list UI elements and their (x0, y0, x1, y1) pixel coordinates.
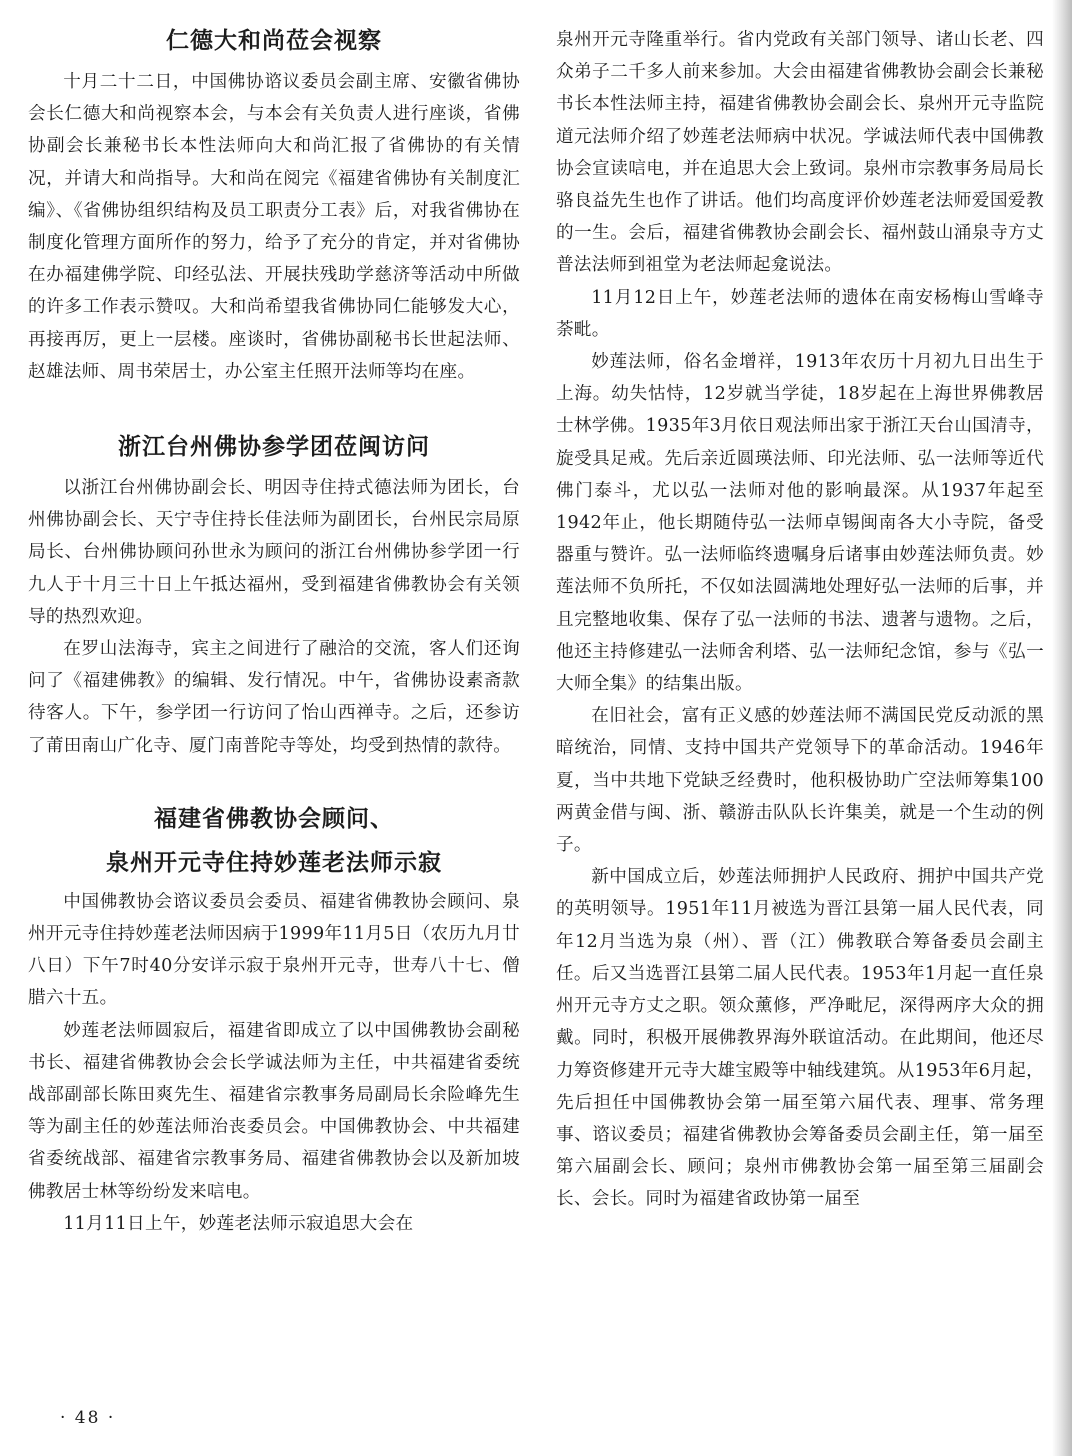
page-edge-shadow (1052, 0, 1072, 1456)
article-body-paragraph: 泉州开元寺隆重举行。省内党政有关部门领导、诸山长老、四众弟子二千多人前来参加。大会由福建省佛教协会副会长兼秘书长本性法师主持，福建省佛教协会副会长、泉州开元寺监院道元法师介绍了妙莲老法师病中状况。学诚法师代表中国佛教协会宣读唁电，并在追思大会上致词。泉州市宗教事务局局长骆良益先生也作了讲话。他们均高度评价妙莲老法师爱国爱教的一生。会后，福建省佛教协会副会长、福州鼓山涌泉寺方丈普法法师到祖堂为老法师起龛说法。 (556, 30, 1044, 276)
article-title-miaolian-line1: 福建省佛教协会顾问、 (154, 805, 394, 832)
article-body-paragraph: 在罗山法海寺，宾主之间进行了融洽的交流，客人们还询问了《福建佛教》的编辑、发行情况。中午，省佛协设素斋款待客人。下午，参学团一行访问了怡山西禅寺。之后，还参访了莆田南山广化寺、厦门南普陀寺等处，均受到热情的款待。 (28, 639, 520, 756)
article-body-paragraph: 新中国成立后，妙莲法师拥护人民政府、拥护中国共产党的英明领导。1951年11月被选为晋江县第一届人民代表，同年12月当选为泉（州）、晋（江）佛教联合筹备委员会副主任。后又当选晋江县第二届人民代表。1953年1月起一直任泉州开元寺方丈之职。领众薰修，严净毗尼，深得两序大众的拥戴。同时，积极开展佛教界海外联谊活动。在此期间，他还尽力筹资修建开元寺大雄宝殿等中轴线建筑。从1953年6月起，先后担任中国佛教协会第一届至第六届代表、理事、常务理事、谘议委员；福建省佛教协会筹备委员会副主任，第一届至第六届副会长、顾问；泉州市佛教协会第一届至第三届副会长、会长。同时为福建省政协第一届至 (556, 867, 1044, 1210)
article-title-taizhou-delegation: 浙江台州佛协参学团莅闽访问 (118, 434, 430, 461)
article-body-paragraph: 11月12日上午，妙莲老法师的遗体在南安杨梅山雪峰寺荼毗。 (556, 287, 1044, 340)
article-body-paragraph: 中国佛教协会谘议委员会委员、福建省佛教协会顾问、泉州开元寺住持妙莲老法师因病于1999年11月5日（农历九月廿八日）下午7时40分安详示寂于泉州开元寺，世寿八十七、僧腊六十五。 (28, 891, 521, 1009)
right-column (556, 24, 1044, 1216)
article-body-paragraph: 以浙江台州佛协副会长、明因寺住持式德法师为团长，台州佛协副会长、天宁寺住持长佳法师为副团长，台州民宗局原局长、台州佛协顾问孙世永为顾问的浙江台州佛协参学团一行九人于十月三十日上午抵达福州，受到福建省佛教协会有关领导的热烈欢迎。 (28, 478, 520, 627)
article-body-paragraph: 妙莲法师，俗名金增祥，1913年农历十月初九日出生于上海。幼失怙恃，12岁就当学徒，18岁起在上海世界佛教居士林学佛。1935年3月依日观法师出家于浙江天台山国清寺，旋受具足戒。先后亲近圆瑛法师、印光法师、弘一法师等近代佛门泰斗，尤以弘一法师对他的影响最深。从1937年起至1942年止，他长期随侍弘一法师卓锡闽南各大小寺院，备受器重与赞许。弘一法师临终遗嘱身后诸事由妙莲法师负责。妙莲法师不负所托，不仅如法圆满地处理好弘一法师的后事，并且完整地收集、保存了弘一法师的书法、遗著与遗物。之后，他还主持修建弘一法师舍利塔、弘一法师纪念馆，参与《弘一大师全集》的结集出版。 (556, 352, 1044, 695)
article-title-rende-visit: 仁德大和尚莅会视察 (166, 28, 382, 54)
article-body-paragraph: 妙莲老法师圆寂后，福建省即成立了以中国佛教协会副秘书长、福建省佛教协会会长学诚法师为主任，中共福建省委统战部副部长陈田爽先生、福建省宗教事务局副局长余险峰先生等为副主任的妙莲法师治丧委员会。中国佛教协会、中共福建省委统战部、福建省宗教事务局、福建省佛教协会以及新加坡佛教居士林等纷纷发来唁电。 (28, 1020, 520, 1202)
article-title-miaolian-line2: 泉州开元寺住持妙莲老法师示寂 (106, 849, 442, 876)
page-number: · 48 · (60, 1408, 116, 1428)
article-body-paragraph: 11月11日上午，妙莲老法师示寂追思大会在 (63, 1213, 414, 1234)
left-column (28, 24, 520, 1240)
article-body-paragraph: 在旧社会，富有正义感的妙莲法师不满国民党反动派的黑暗统治，同情、支持中国共产党领导下的革命活动。1946年夏，当中共地下党缺乏经费时，他积极协助广空法师筹集100两黄金借与闽、浙、赣游击队队长许集美，就是一个生动的例子。 (556, 706, 1044, 856)
article-body-paragraph: 十月二十二日，中国佛协谘议委员会副主席、安徽省佛协会长仁德大和尚视察本会，与本会有关负责人进行座谈，省佛协副会长兼秘书长本性法师向大和尚汇报了省佛协的有关情况，并请大和尚指导。大和尚在阅完《福建省佛协有关制度汇编》、《省佛协组织结构及员工职责分工表》后，对我省佛协在制度化管理方面所作的努力，给予了充分的肯定，并对省佛协在办福建佛学院、印经弘法、开展扶残助学慈济等活动中所做的许多工作表示赞叹。大和尚希望我省佛协同仁能够发大心，再接再厉，更上一层楼。座谈时，省佛协副秘书长世起法师、赵雄法师、周书荣居士，办公室主任照开法师等均在座。 (28, 72, 520, 382)
